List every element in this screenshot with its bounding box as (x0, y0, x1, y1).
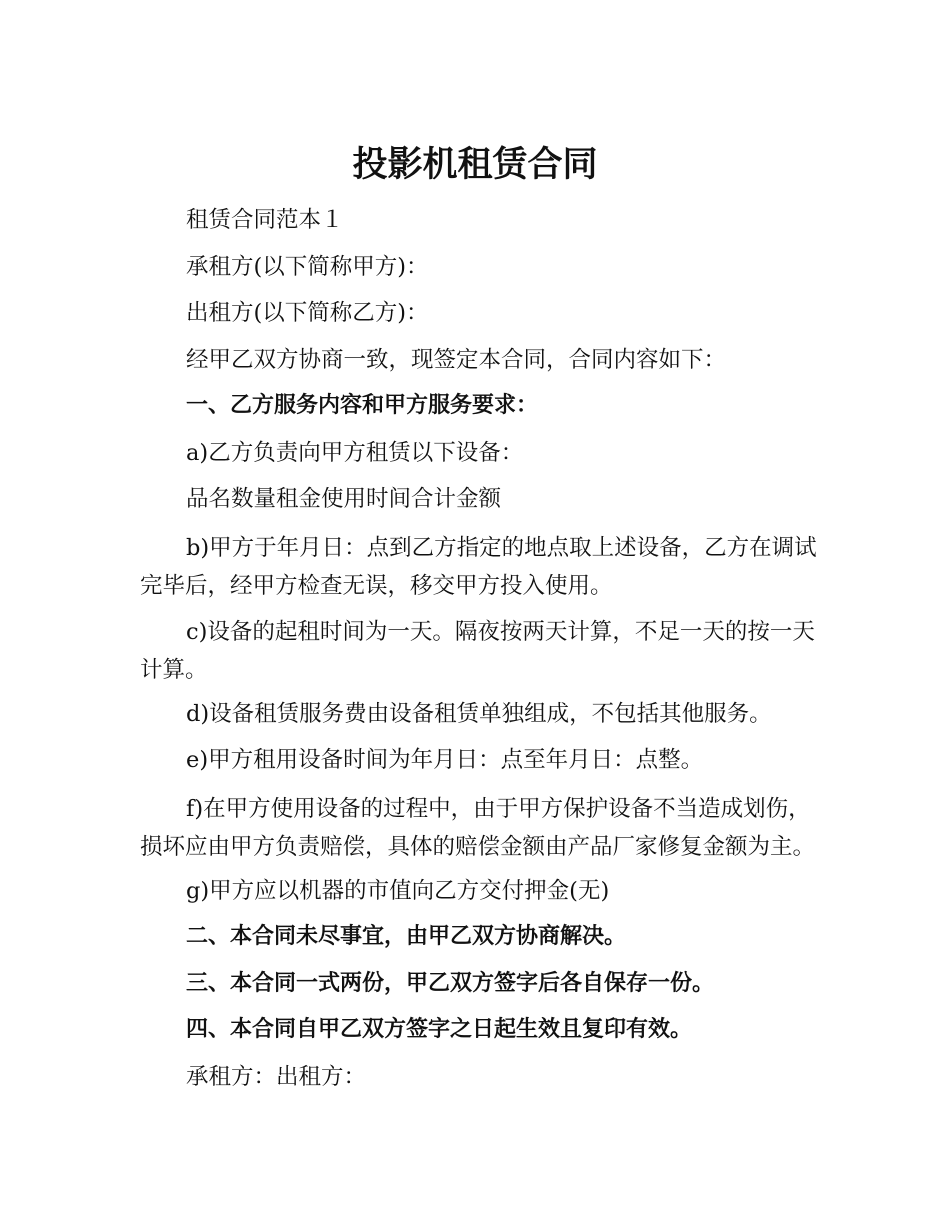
equipment-columns: 品名数量租金使用时间合计金额 (186, 486, 502, 512)
section-heading-4: 四、本合同自甲乙双方签字之日起生效且复印有效。 (186, 1017, 693, 1042)
clause-g: g)甲方应以机器的市值向乙方交付押金(无) (186, 877, 610, 904)
clause-b: b)甲方于年月日：点到乙方指定的地点取上述设备，乙方在调试完毕后，经甲方检查无误，移交甲方投入使用。 (140, 534, 817, 599)
section-heading-3: 三、本合同一式两份，甲乙双方签字后各自保存一份。 (186, 970, 715, 996)
clause-f: f)在甲方使用设备的过程中，由于甲方保护设备不当造成划伤，损坏应由甲方负责赔偿，具体的赔偿金额由产品厂家修复金额为主。 (140, 795, 816, 860)
clause-d: d)设备租赁服务费由设备租赁单独组成，不包括其他服务。 (186, 700, 772, 727)
signature-line: 承租方：出租方： (186, 1063, 367, 1090)
paragraph-lessee: 承租方(以下简称甲方)： (186, 253, 429, 280)
clause-e: e)甲方租用设备时间为年月日：点至年月日：点整。 (186, 747, 704, 773)
section-heading-1: 一、乙方服务内容和甲方服务要求： (186, 393, 539, 418)
document-body (140, 203, 830, 1106)
paragraph-intro: 经甲乙双方协商一致，现签定本合同，合同内容如下： (186, 346, 727, 373)
paragraph-lessor: 出租方(以下简称乙方)： (186, 300, 429, 326)
clause-c: c)设备的起租时间为一天。隔夜按两天计算，不足一天的按一天计算。 (140, 618, 815, 683)
paragraph-template-heading: 租赁合同范本１ (186, 207, 344, 233)
clause-a: a)乙方负责向甲方租赁以下设备： (186, 439, 524, 466)
document-title: 投影机租赁合同 (352, 145, 598, 186)
section-heading-2: 二、本合同未尽事宜，由甲乙双方协商解决。 (186, 924, 627, 949)
